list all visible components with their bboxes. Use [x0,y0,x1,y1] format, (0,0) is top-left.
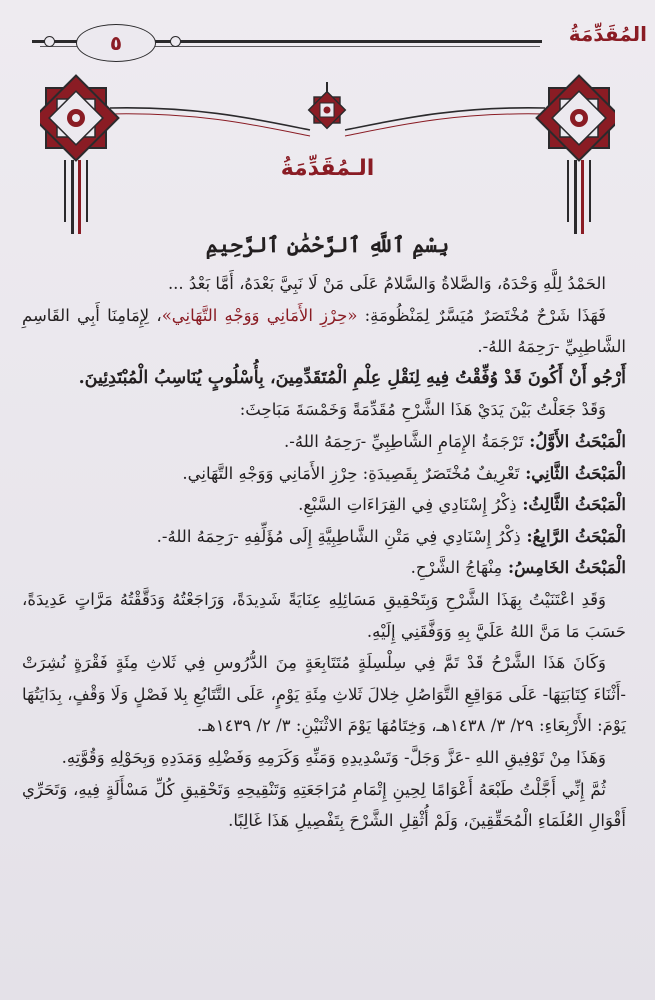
running-title: المُقَدِّمَةُ [568,22,647,46]
section-heading: الْمَبْحَثُ الثَّالِثُ: [516,495,626,515]
section-heading: الْمَبْحَثُ الأَوَّلُ: [523,431,626,451]
paragraph-hope: أَرْجُو أَنْ أَكُونَ قَدْ وُفِّقْتُ فِيهِ لِنَقْلِ عِلْمِ الْمُتَقَدِّمِينَ، بِأُسْلُوبٍ يُنَاسِبُ الْمُبْتَدِئِينَ. [78,367,626,388]
paragraph-thanks: وَهَذَا مِنْ تَوْفِيقِ اللهِ -عَزَّ وَجَلَّ- وَتَسْدِيدِهِ وَمَنِّهِ وَكَرَمِهِ وَفَضْلِهِ وَمَدَدِهِ وَبِحَوْلِهِ وَقُوَّتِهِ. [61,747,606,767]
paragraph-praise: الحَمْدُ لِلَّهِ وَحْدَهُ، وَالصَّلاةُ وَالسَّلامُ عَلَى مَنْ لَا نَبِيَّ بَعْدَهُ، أَمَّا بَعْدُ ... [167,274,606,293]
paragraph-book-intro [22,300,626,363]
running-header [0,20,655,64]
page-number: ٥ [109,31,123,55]
section-text: تَرْجَمَةُ الإِمَامِ الشَّاطِبِيِّ -رَحِمَهُ اللهُ-. [284,431,524,451]
paragraph-text: فَهَذَا شَرْحٌ مُخْتَصَرٌ مُيَسَّرٌ لِمَنْظُومَةِ: [357,305,607,325]
paragraph-delay: ثُمَّ إِنِّي أَجَّلْتُ طَبْعَهُ أَعْوَامًا لِحِينِ إِتْمَامِ مُرَاجَعَتِهِ وَتَنْقِيحِهِ وَتَحْقِيقِ كُلِّ مَسْأَلَةٍ فِيهِ، وَتَحَرِّي أَقْوَالِ العُلَمَاءِ الْمُحَقِّقِينَ، وَلَمْ أُثْقِلِ الشَّرْحَ بِتَفْصِيلِ هَذَا غَالِبًا. [22,779,626,831]
section-text: مِنْهَاجُ الشَّرْحِ. [410,558,503,578]
chapter-ornament [40,74,615,234]
star-emblem-right [537,76,615,234]
basmala: بِسْمِ ٱللَّهِ ٱلرَّحْمَٰنِ ٱلرَّحِيمِ [205,232,450,257]
section-text: ذِكْرُ إِسْنَادِي فِي مَتْنِ الشَّاطِبِيَّةِ إِلَى مُؤَلِّفِهِ -رَحِمَهُ اللهُ-. [156,526,521,546]
section-item [22,426,626,458]
paragraph-history: وَكَانَ هَذَا الشَّرْحُ قَدْ تَمَّ فِي سِلْسِلَةٍ مُتَتَابِعَةٍ مِنَ الدُّرُوسِ فِي ثَلاثِ مِئَةٍ فَقْرَةٍ نُشِرَتْ -أَثْنَاءَ كِتَابَتِهَا- عَلَى مَوَاقِعِ التَّوَاصُلِ خِلالَ ثَلاثِ مِئَةِ يَوْمٍ، عَلَى التَّتَابُعِ بِلا فَصْلٍ وَلَا وَقْفٍ، بِدَايَتُهَا يَوْمَ: الأَرْبِعَاءِ: ٢٩/ ٣/ ١٤٣٨هـ، وَخِتَامُهَا يَوْمَ الاثْنَيْنِ: ٣/ ٢/ ١٤٣٩هـ. [22,653,626,736]
star-emblem-center [309,82,346,128]
section-item [22,552,626,584]
section-item [22,458,626,490]
poem-title: «حِرْزِ الأَمَانِي وَوَجْهِ التَّهَانِي» [161,305,358,325]
section-item [22,521,626,553]
body-text [22,268,626,837]
section-heading: الْمَبْحَثُ الرَّابِعُ: [520,526,626,546]
paragraph-structure: وَقَدْ جَعَلْتُ بَيْنَ يَدَيْ هَذَا الشَّرْحِ مُقَدِّمَةً وَخَمْسَةَ مَبَاحِثَ: [239,400,606,420]
paragraph-care: وَقَدِ اعْتَنَيْتُ بِهَذَا الشَّرْحِ وَبِتَحْقِيقِ مَسَائِلِهِ عِنَايَةً شَدِيدَةً، وَرَاجَعْتُهُ وَدَقَّقْتُهُ مَرَّاتٍ عَدِيدَةً، حَسَبَ مَا مَنَّ اللهُ عَلَيَّ بِهِ وَوَفَّقَنِي إِلَيْهِ. [22,589,626,641]
section-item [22,489,626,521]
header-dot-ornament [44,36,55,47]
star-emblem-left [40,76,118,234]
header-dot-ornament [170,36,181,47]
page-number-frame [76,24,156,62]
section-text: ذِكْرُ إِسْنَادِي فِي القِرَاءَاتِ السَّبْعِ. [298,495,517,515]
section-heading: الْمَبْحَثُ الخَامِسُ: [502,558,626,578]
section-heading: الْمَبْحَثُ الثَّانِي: [519,463,626,483]
section-text: تَعْرِيفٌ مُخْتَصَرٌ بِقَصِيدَةِ: حِرْزِ الأَمَانِي وَوَجْهِ التَّهَانِي. [182,463,520,483]
chapter-title: الـمُقَدِّمَةُ [280,156,375,181]
paragraph-text: ، لِإِمَامِنَا أَبِي القَاسِمِ الشَّاطِبِيِّ -رَحِمَهُ اللهُ-. [22,305,626,357]
